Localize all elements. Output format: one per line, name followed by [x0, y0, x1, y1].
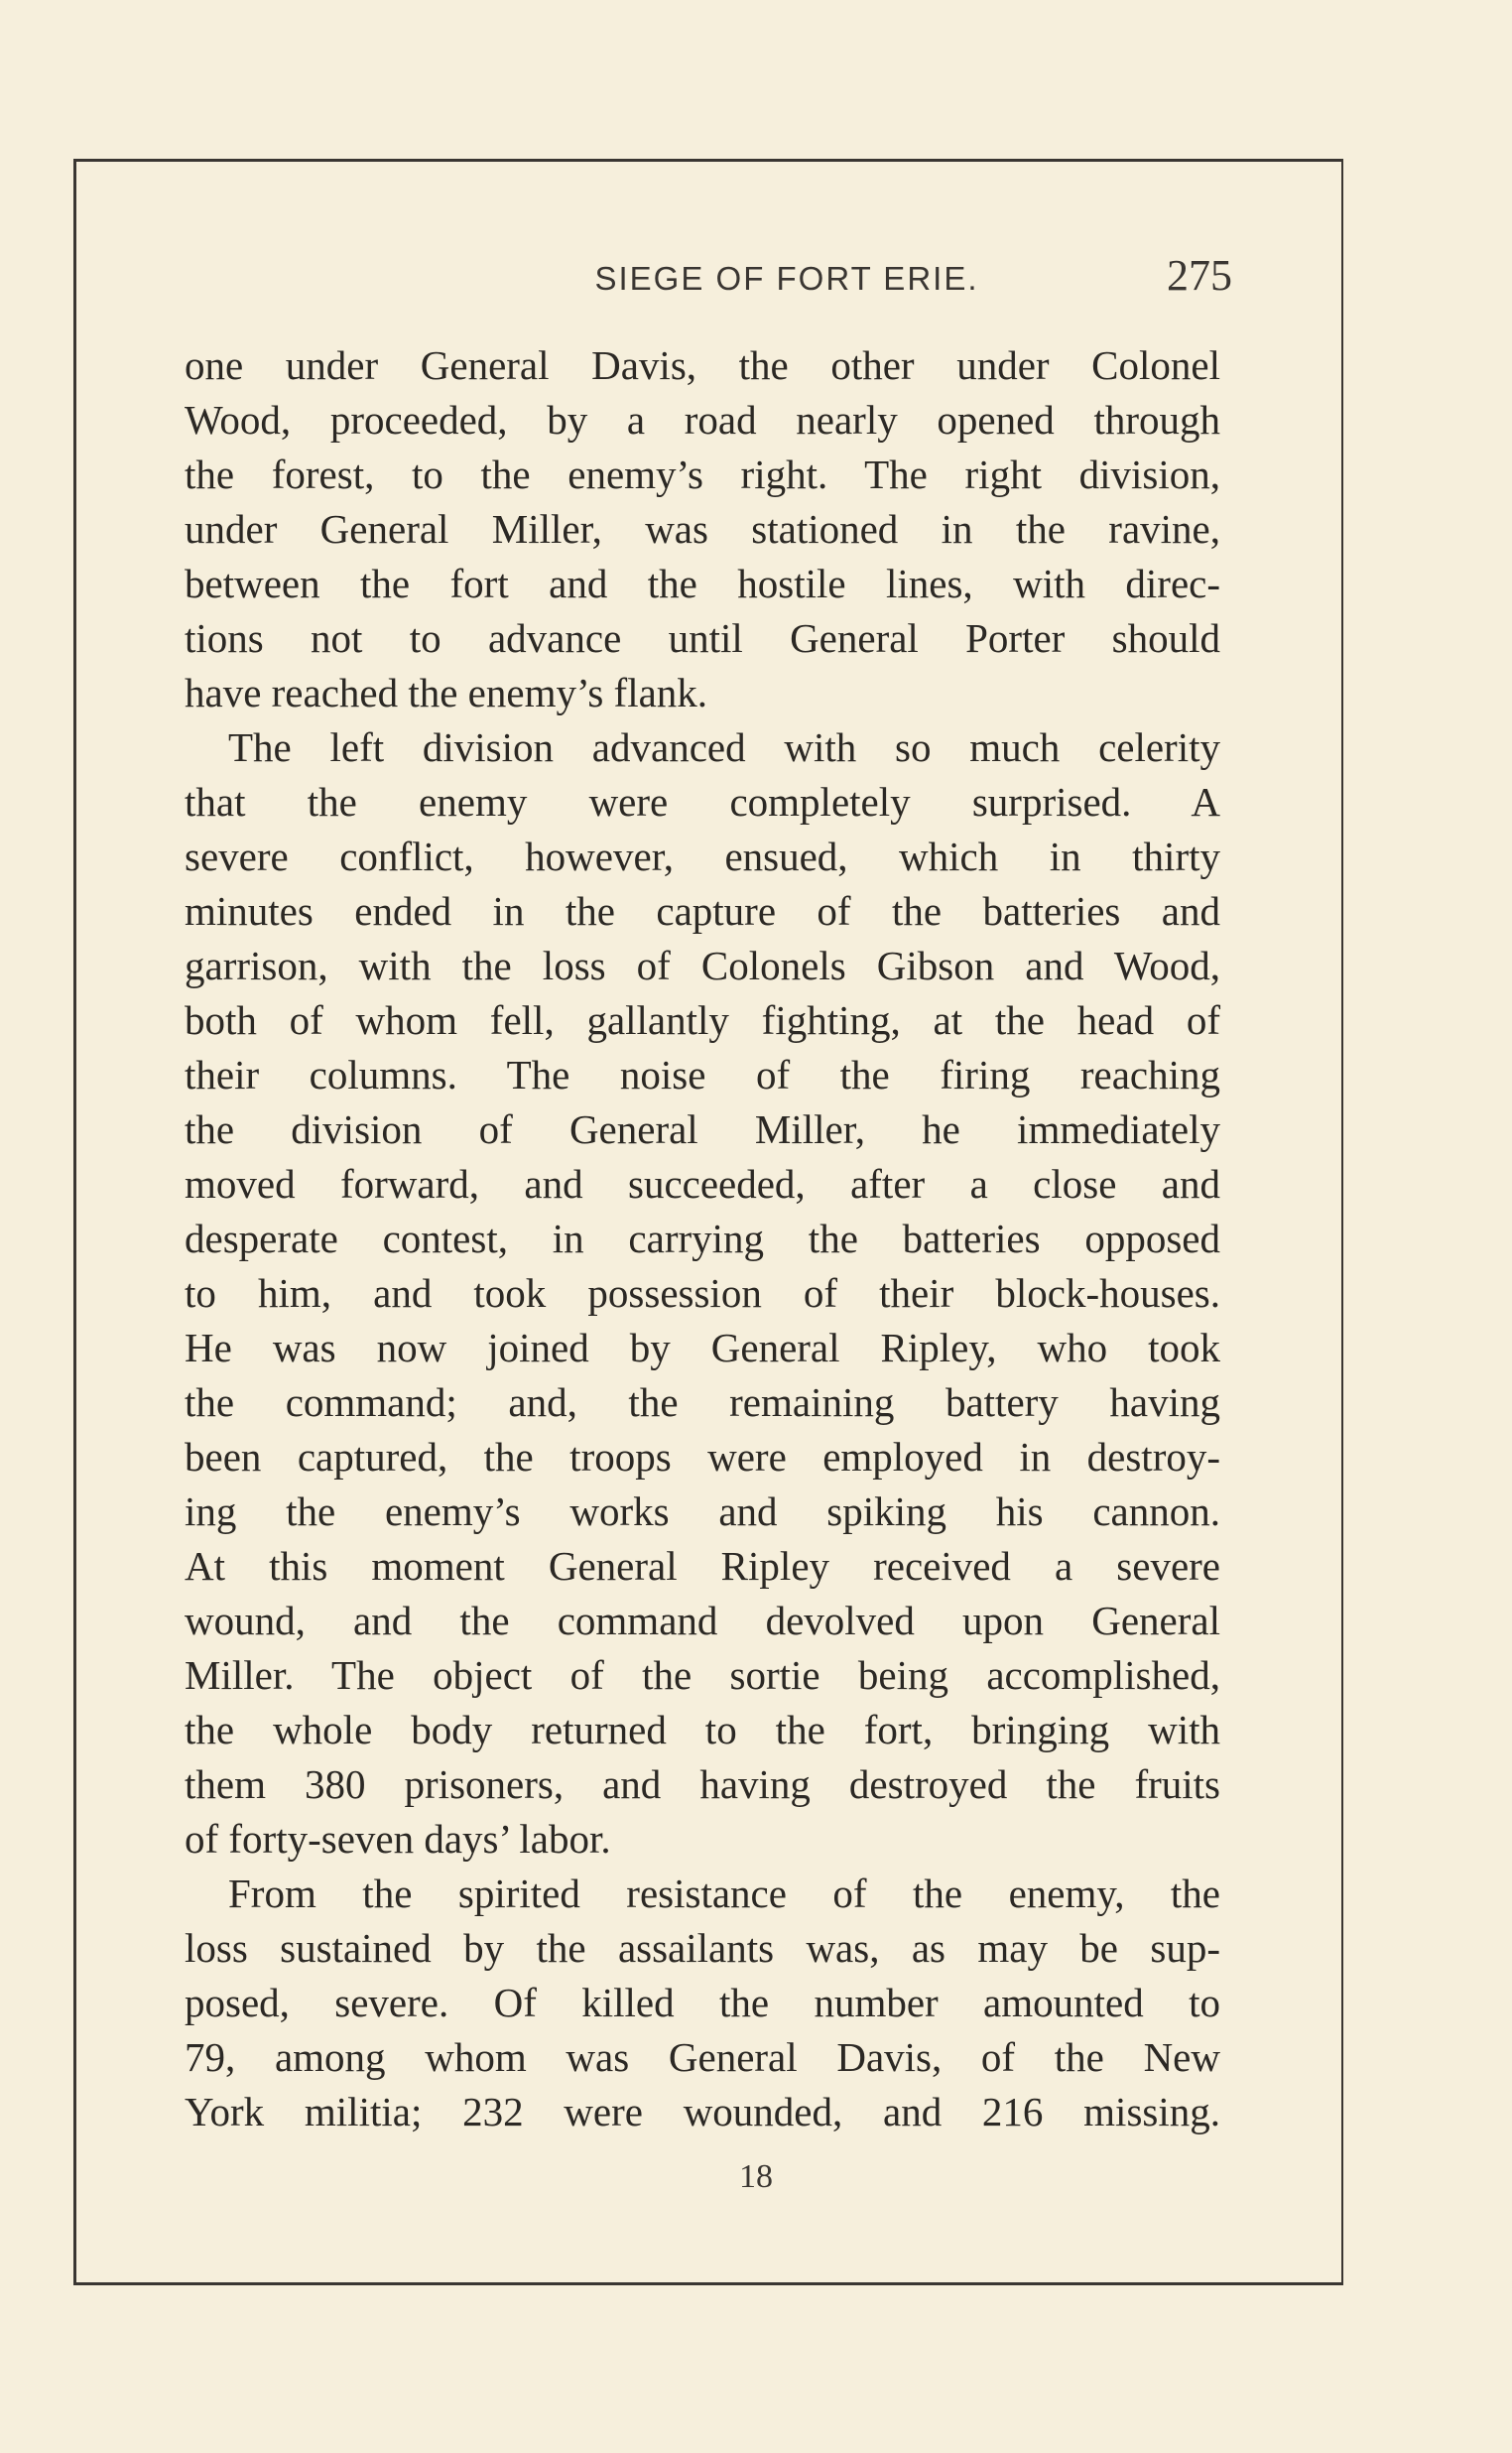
- text-line: have reached the enemy’s flank.: [185, 670, 708, 715]
- signature-mark: 18: [739, 2158, 773, 2195]
- text-line: the division of General Miller, he immediately: [185, 1106, 1220, 1152]
- text-line: between the fort and the hostile lines, with direc-: [185, 561, 1220, 606]
- text-line: Miller. The object of the sortie being accomplished,: [185, 1652, 1220, 1698]
- text-line: of forty-seven days’ labor.: [185, 1816, 611, 1862]
- text-line: posed, severe. Of killed the number amounted to: [185, 1980, 1220, 2025]
- text-line: 79, among whom was General Davis, of the New: [185, 2034, 1220, 2080]
- text-line: The left division advanced with so much celerity: [228, 724, 1220, 770]
- text-line: both of whom fell, gallantly fighting, at the head of: [185, 997, 1220, 1043]
- body-text: [185, 338, 1220, 2139]
- text-line: desperate contest, in carrying the batteries opposed: [185, 1216, 1220, 1261]
- text-line: From the spirited resistance of the enemy, the: [228, 1871, 1220, 1916]
- text-line: At this moment General Ripley received a severe: [185, 1543, 1220, 1589]
- text-line: loss sustained by the assailants was, as may be sup-: [185, 1925, 1220, 1971]
- text-line: their columns. The noise of the firing reaching: [185, 1052, 1220, 1097]
- text-line: Wood, proceeded, by a road nearly opened through: [185, 397, 1220, 443]
- text-line: He was now joined by General Ripley, who took: [185, 1325, 1220, 1370]
- text-line: under General Miller, was stationed in the ravine,: [185, 506, 1220, 552]
- text-line: them 380 prisoners, and having destroyed the fruits: [185, 1761, 1220, 1807]
- text-line: moved forward, and succeeded, after a close and: [185, 1161, 1220, 1207]
- text-line: tions not to advance until General Porter should: [185, 615, 1220, 661]
- text-line: the command; and, the remaining battery having: [185, 1379, 1220, 1425]
- text-line: been captured, the troops were employed in destroy-: [185, 1434, 1220, 1480]
- text-line: one under General Davis, the other under Colonel: [185, 342, 1220, 388]
- page-number: 275: [1167, 251, 1232, 300]
- text-line: to him, and took possession of their block-houses.: [185, 1270, 1220, 1316]
- text-line: York militia; 232 were wounded, and 216 missing.: [185, 2089, 1220, 2134]
- text-line: the forest, to the enemy’s right. The right division,: [185, 452, 1220, 497]
- text-line: severe conflict, however, ensued, which in thirty: [185, 834, 1220, 879]
- text-line: ing the enemy’s works and spiking his cannon.: [185, 1488, 1220, 1534]
- text-line: minutes ended in the capture of the batteries and: [185, 888, 1220, 934]
- text-line: the whole body returned to the fort, bringing with: [185, 1707, 1220, 1752]
- text-line: garrison, with the loss of Colonels Gibson and Wood,: [185, 943, 1220, 988]
- running-header: SIEGE OF FORT ERIE.: [594, 260, 979, 297]
- text-line: that the enemy were completely surprised. A: [185, 779, 1220, 825]
- text-line: wound, and the command devolved upon General: [185, 1598, 1220, 1643]
